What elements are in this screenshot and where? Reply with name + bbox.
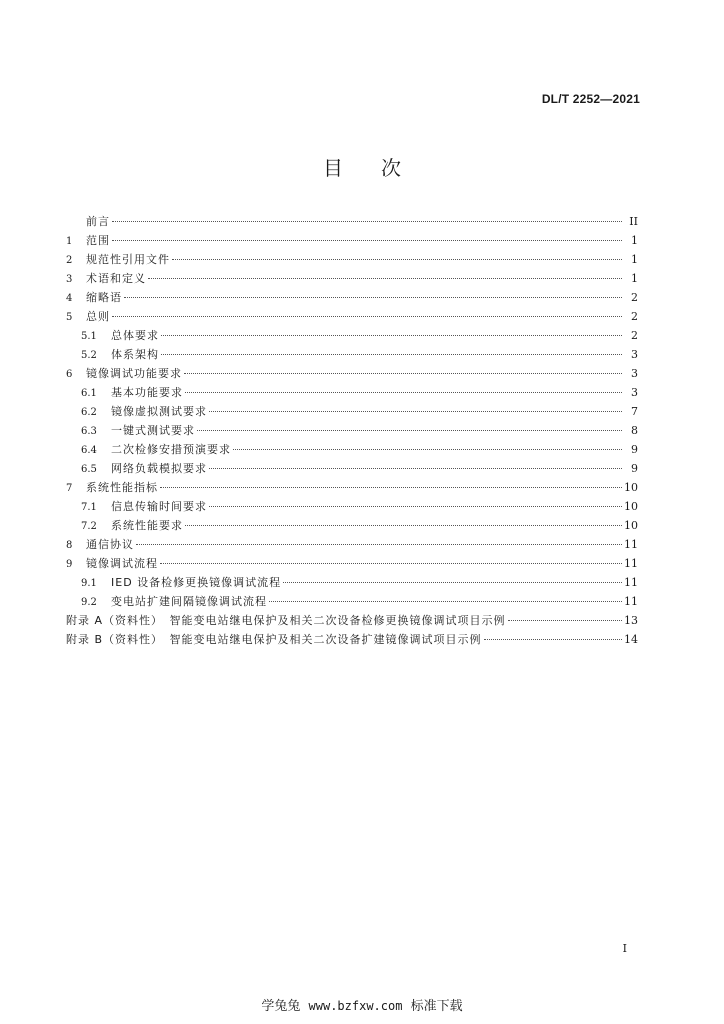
toc-entry-title: 总则: [86, 310, 110, 323]
toc-entry[interactable]: [66, 269, 638, 288]
toc-entry[interactable]: [66, 383, 638, 402]
toc-entry[interactable]: [66, 307, 638, 326]
toc-dot-leader: [283, 581, 622, 583]
toc-heading: [0, 152, 724, 181]
table-of-contents: [66, 212, 638, 649]
toc-entry-page: 1: [631, 253, 638, 266]
toc-entry[interactable]: [66, 459, 638, 478]
toc-entry-title: 规范性引用文件: [86, 253, 170, 266]
toc-dot-leader: [209, 505, 622, 507]
toc-entry[interactable]: [66, 630, 638, 649]
toc-entry[interactable]: [66, 288, 638, 307]
watermark-url: www.bzfxw.com: [308, 999, 403, 1013]
toc-entry-page: 13: [624, 614, 638, 627]
toc-entry[interactable]: [66, 611, 638, 630]
page-number: I: [622, 942, 627, 955]
toc-dot-leader: [124, 296, 622, 298]
toc-entry[interactable]: [66, 592, 638, 611]
toc-entry-title: 范围: [86, 234, 110, 247]
toc-entry-title: 信息传输时间要求: [111, 500, 207, 513]
toc-entry-number: 6.1: [81, 388, 97, 399]
toc-entry-page: 2: [631, 291, 638, 304]
toc-entry-page: 14: [624, 633, 638, 646]
toc-entry-number: 4: [66, 293, 73, 304]
toc-entry[interactable]: [66, 402, 638, 421]
watermark: [0, 995, 724, 1014]
toc-entry-page: 2: [631, 310, 638, 323]
toc-entry-title: IED 设备检修更换镜像调试流程: [111, 576, 282, 589]
toc-heading-char-2: 次: [381, 156, 401, 180]
toc-entry-page: 10: [624, 500, 638, 513]
toc-dot-leader: [209, 467, 622, 469]
toc-entry-page: 1: [631, 272, 638, 285]
toc-entry-number: 7: [66, 483, 73, 494]
toc-entry-page: 9: [631, 443, 638, 456]
toc-entry[interactable]: [66, 535, 638, 554]
toc-entry[interactable]: [66, 478, 638, 497]
toc-entry[interactable]: [66, 516, 638, 535]
toc-entry-number: 3: [66, 274, 73, 285]
toc-entry-title: 镜像调试功能要求: [86, 367, 182, 380]
toc-entry-number: 5.1: [81, 331, 97, 342]
toc-entry-number: 9.2: [81, 597, 97, 608]
toc-dot-leader: [209, 410, 622, 412]
toc-dot-leader: [184, 372, 622, 374]
toc-entry-page: 3: [631, 367, 638, 380]
toc-entry-title: 一键式测试要求: [111, 424, 195, 437]
toc-entry-title: 前言: [86, 215, 110, 228]
toc-dot-leader: [112, 220, 622, 222]
toc-entry[interactable]: [66, 231, 638, 250]
toc-entry-page: II: [629, 215, 638, 228]
toc-entry-page: 11: [624, 595, 638, 608]
toc-dot-leader: [269, 600, 622, 602]
toc-entry-title: 附录 A（资料性） 智能变电站继电保护及相关二次设备检修更换镜像调试项目示例: [66, 614, 506, 627]
watermark-suffix: 标准下载: [410, 999, 463, 1014]
toc-entry-page: 10: [624, 481, 638, 494]
toc-dot-leader: [172, 258, 622, 260]
toc-dot-leader: [197, 429, 622, 431]
toc-dot-leader: [136, 543, 622, 545]
toc-entry-title: 镜像调试流程: [86, 557, 158, 570]
toc-entry-number: 7.1: [81, 502, 97, 513]
toc-dot-leader: [161, 334, 622, 336]
toc-entry-number: 5: [66, 312, 73, 323]
toc-heading-char-1: 目: [323, 156, 343, 180]
toc-entry[interactable]: [66, 497, 638, 516]
toc-entry-title: 基本功能要求: [111, 386, 183, 399]
toc-entry-number: 9.1: [81, 578, 97, 589]
toc-entry-title: 附录 B（资料性） 智能变电站继电保护及相关二次设备扩建镜像调试项目示例: [66, 633, 482, 646]
toc-dot-leader: [112, 239, 622, 241]
toc-entry-title: 镜像虚拟测试要求: [111, 405, 207, 418]
toc-dot-leader: [185, 524, 622, 526]
toc-entry-number: 5.2: [81, 350, 97, 361]
toc-entry-page: 9: [631, 462, 638, 475]
toc-entry-page: 8: [631, 424, 638, 437]
toc-entry-title: 系统性能指标: [86, 481, 158, 494]
toc-entry[interactable]: [66, 250, 638, 269]
toc-entry[interactable]: [66, 573, 638, 592]
toc-entry-number: 9: [66, 559, 73, 570]
toc-entry-page: 1: [631, 234, 638, 247]
toc-entry-page: 11: [624, 557, 638, 570]
toc-entry[interactable]: [66, 345, 638, 364]
standard-code: DL/T 2252—2021: [541, 92, 640, 106]
toc-entry-title: 通信协议: [86, 538, 134, 551]
toc-entry[interactable]: [66, 212, 638, 231]
toc-entry[interactable]: [66, 440, 638, 459]
toc-entry-number: 6: [66, 369, 73, 380]
toc-dot-leader: [112, 315, 622, 317]
toc-entry-number: 2: [66, 255, 73, 266]
toc-entry-title: 网络负载模拟要求: [111, 462, 207, 475]
toc-entry-number: 6.4: [81, 445, 97, 456]
toc-entry-title: 总体要求: [111, 329, 159, 342]
toc-entry-number: 6.5: [81, 464, 97, 475]
toc-entry-number: 6.2: [81, 407, 97, 418]
toc-entry[interactable]: [66, 326, 638, 345]
toc-entry-number: 8: [66, 540, 73, 551]
toc-entry-page: 7: [631, 405, 638, 418]
toc-entry-page: 3: [631, 348, 638, 361]
toc-entry-page: 2: [631, 329, 638, 342]
toc-entry[interactable]: [66, 421, 638, 440]
toc-dot-leader: [161, 353, 622, 355]
toc-entry-title: 缩略语: [86, 291, 122, 304]
toc-entry-title: 系统性能要求: [111, 519, 183, 532]
toc-entry-title: 体系架构: [111, 348, 159, 361]
toc-dot-leader: [508, 619, 622, 621]
toc-entry-title: 变电站扩建间隔镜像调试流程: [111, 595, 267, 608]
toc-dot-leader: [160, 562, 622, 564]
toc-entry[interactable]: [66, 554, 638, 573]
toc-dot-leader: [160, 486, 622, 488]
toc-entry-number: 6.3: [81, 426, 97, 437]
toc-dot-leader: [484, 638, 622, 640]
toc-entry-number: 1: [66, 236, 73, 247]
watermark-prefix: 学兔兔: [261, 999, 301, 1014]
toc-entry-page: 3: [631, 386, 638, 399]
toc-entry-number: 7.2: [81, 521, 97, 532]
toc-dot-leader: [185, 391, 622, 393]
toc-entry-title: 二次检修安措预演要求: [111, 443, 231, 456]
toc-entry-title: 术语和定义: [86, 272, 146, 285]
toc-entry[interactable]: [66, 364, 638, 383]
toc-entry-page: 11: [624, 576, 638, 589]
toc-entry-page: 11: [624, 538, 638, 551]
toc-entry-page: 10: [624, 519, 638, 532]
toc-dot-leader: [148, 277, 622, 279]
toc-dot-leader: [233, 448, 622, 450]
